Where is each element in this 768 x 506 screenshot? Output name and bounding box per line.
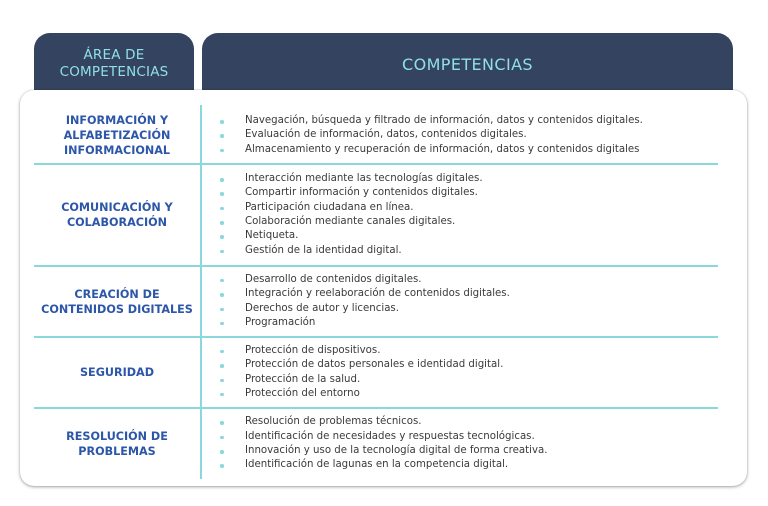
bullet-icon [220,221,224,225]
list-item [218,344,738,358]
competencias-list-comunicacion [218,165,738,265]
bullet-icon [220,207,224,211]
competencias-list-seguridad [218,338,738,407]
list-item-text: Integración y reelaboración de contenidos digitales. [245,288,510,300]
area-label: RESOLUCIÓN DE PROBLEMAS [66,430,168,458]
area-label: INFORMACIÓN Y ALFABETIZACIÓN INFORMACIONAL [63,114,171,157]
list-item [218,273,738,287]
list-item-text: Identificación de necesidades y respuestas tecnológicas. [245,430,535,442]
list-item [218,358,738,372]
list-item [218,201,738,215]
column-divider [200,105,202,479]
list-item [218,215,738,229]
area-header-title: ÁREA DE COMPETENCIAS [59,47,169,80]
competencias-list-creacion [218,267,738,336]
bullet-icon [220,421,224,425]
area-informacion [34,108,200,163]
list-item [218,444,738,458]
list-item-text: Netiqueta. [245,230,299,242]
bullet-icon [220,134,224,138]
list-item [218,373,738,387]
list-item-text: Gestión de la identidad digital. [245,244,402,256]
bullet-icon [220,464,224,468]
area-resolucion [34,409,200,479]
list-item-text: Derechos de autor y licencias. [245,302,399,314]
list-item [218,186,738,200]
bullet-icon [220,322,224,326]
bullet-icon [220,279,224,283]
list-item [218,387,738,401]
bullet-icon [220,293,224,297]
area-label: COMUNICACIÓN Y COLABORACIÓN [61,201,173,229]
competencias-list-informacion [218,108,738,163]
list-item [218,302,738,316]
bullet-icon [220,450,224,454]
bullet-icon [220,379,224,383]
list-item [218,172,738,186]
bullet-icon [220,192,224,196]
bullet-icon [220,436,224,440]
area-label: CREACIÓN DE CONTENIDOS DIGITALES [41,287,193,316]
competencias-header [202,33,733,95]
bullet-icon [220,393,224,397]
list-item [218,114,738,128]
list-item-text: Almacenamiento y recuperación de información, datos y contenidos digitales [245,143,640,155]
area-creacion [34,267,200,336]
list-item [218,244,738,258]
bullet-icon [220,178,224,182]
list-item-text: Participación ciudadana en línea. [245,201,414,213]
list-item-text: Resolución de problemas técnicos. [245,416,422,428]
list-item [218,316,738,330]
area-label: SEGURIDAD [80,366,154,379]
list-item [218,128,738,142]
list-item-text: Innovación y uso de la tecnología digital de forma creativa. [245,445,548,456]
area-comunicacion [34,165,200,265]
area-seguridad [34,338,200,407]
list-item-text: Navegación, búsqueda y filtrado de información, datos y contenidos digitales. [245,115,643,127]
list-item-text: Protección de la salud. [245,373,361,385]
list-item-text: Identificación de lagunas en la competencia digital. [245,459,509,471]
bullet-icon [220,308,224,312]
bullet-icon [220,364,224,368]
bullet-icon [220,350,224,354]
list-item-text: Programación [245,316,316,328]
list-item-text: Protección del entorno [245,387,360,399]
bullet-icon [220,149,224,153]
list-item-text: Evaluación de información, datos, contenidos digitales. [245,129,527,141]
list-item-text: Compartir información y contenidos digitales. [245,187,478,199]
list-item-text: Interacción mediante las tecnologías digitales. [245,173,483,185]
list-item [218,458,738,472]
bullet-icon [220,120,224,124]
list-item-text: Protección de dispositivos. [245,344,381,356]
bullet-icon [220,235,224,239]
list-item [218,143,738,157]
competencias-list-resolucion [218,409,738,479]
list-item [218,415,738,429]
list-item [218,287,738,301]
area-header [34,33,194,95]
list-item [218,430,738,444]
list-item-text: Colaboración mediante canales digitales. [245,216,456,227]
list-item [218,229,738,243]
list-item-text: Desarrollo de contenidos digitales. [245,273,422,285]
list-item-text: Protección de datos personales e identidad digital. [245,359,504,371]
competencias-header-title: COMPETENCIAS [402,54,533,74]
bullet-icon [220,250,224,254]
